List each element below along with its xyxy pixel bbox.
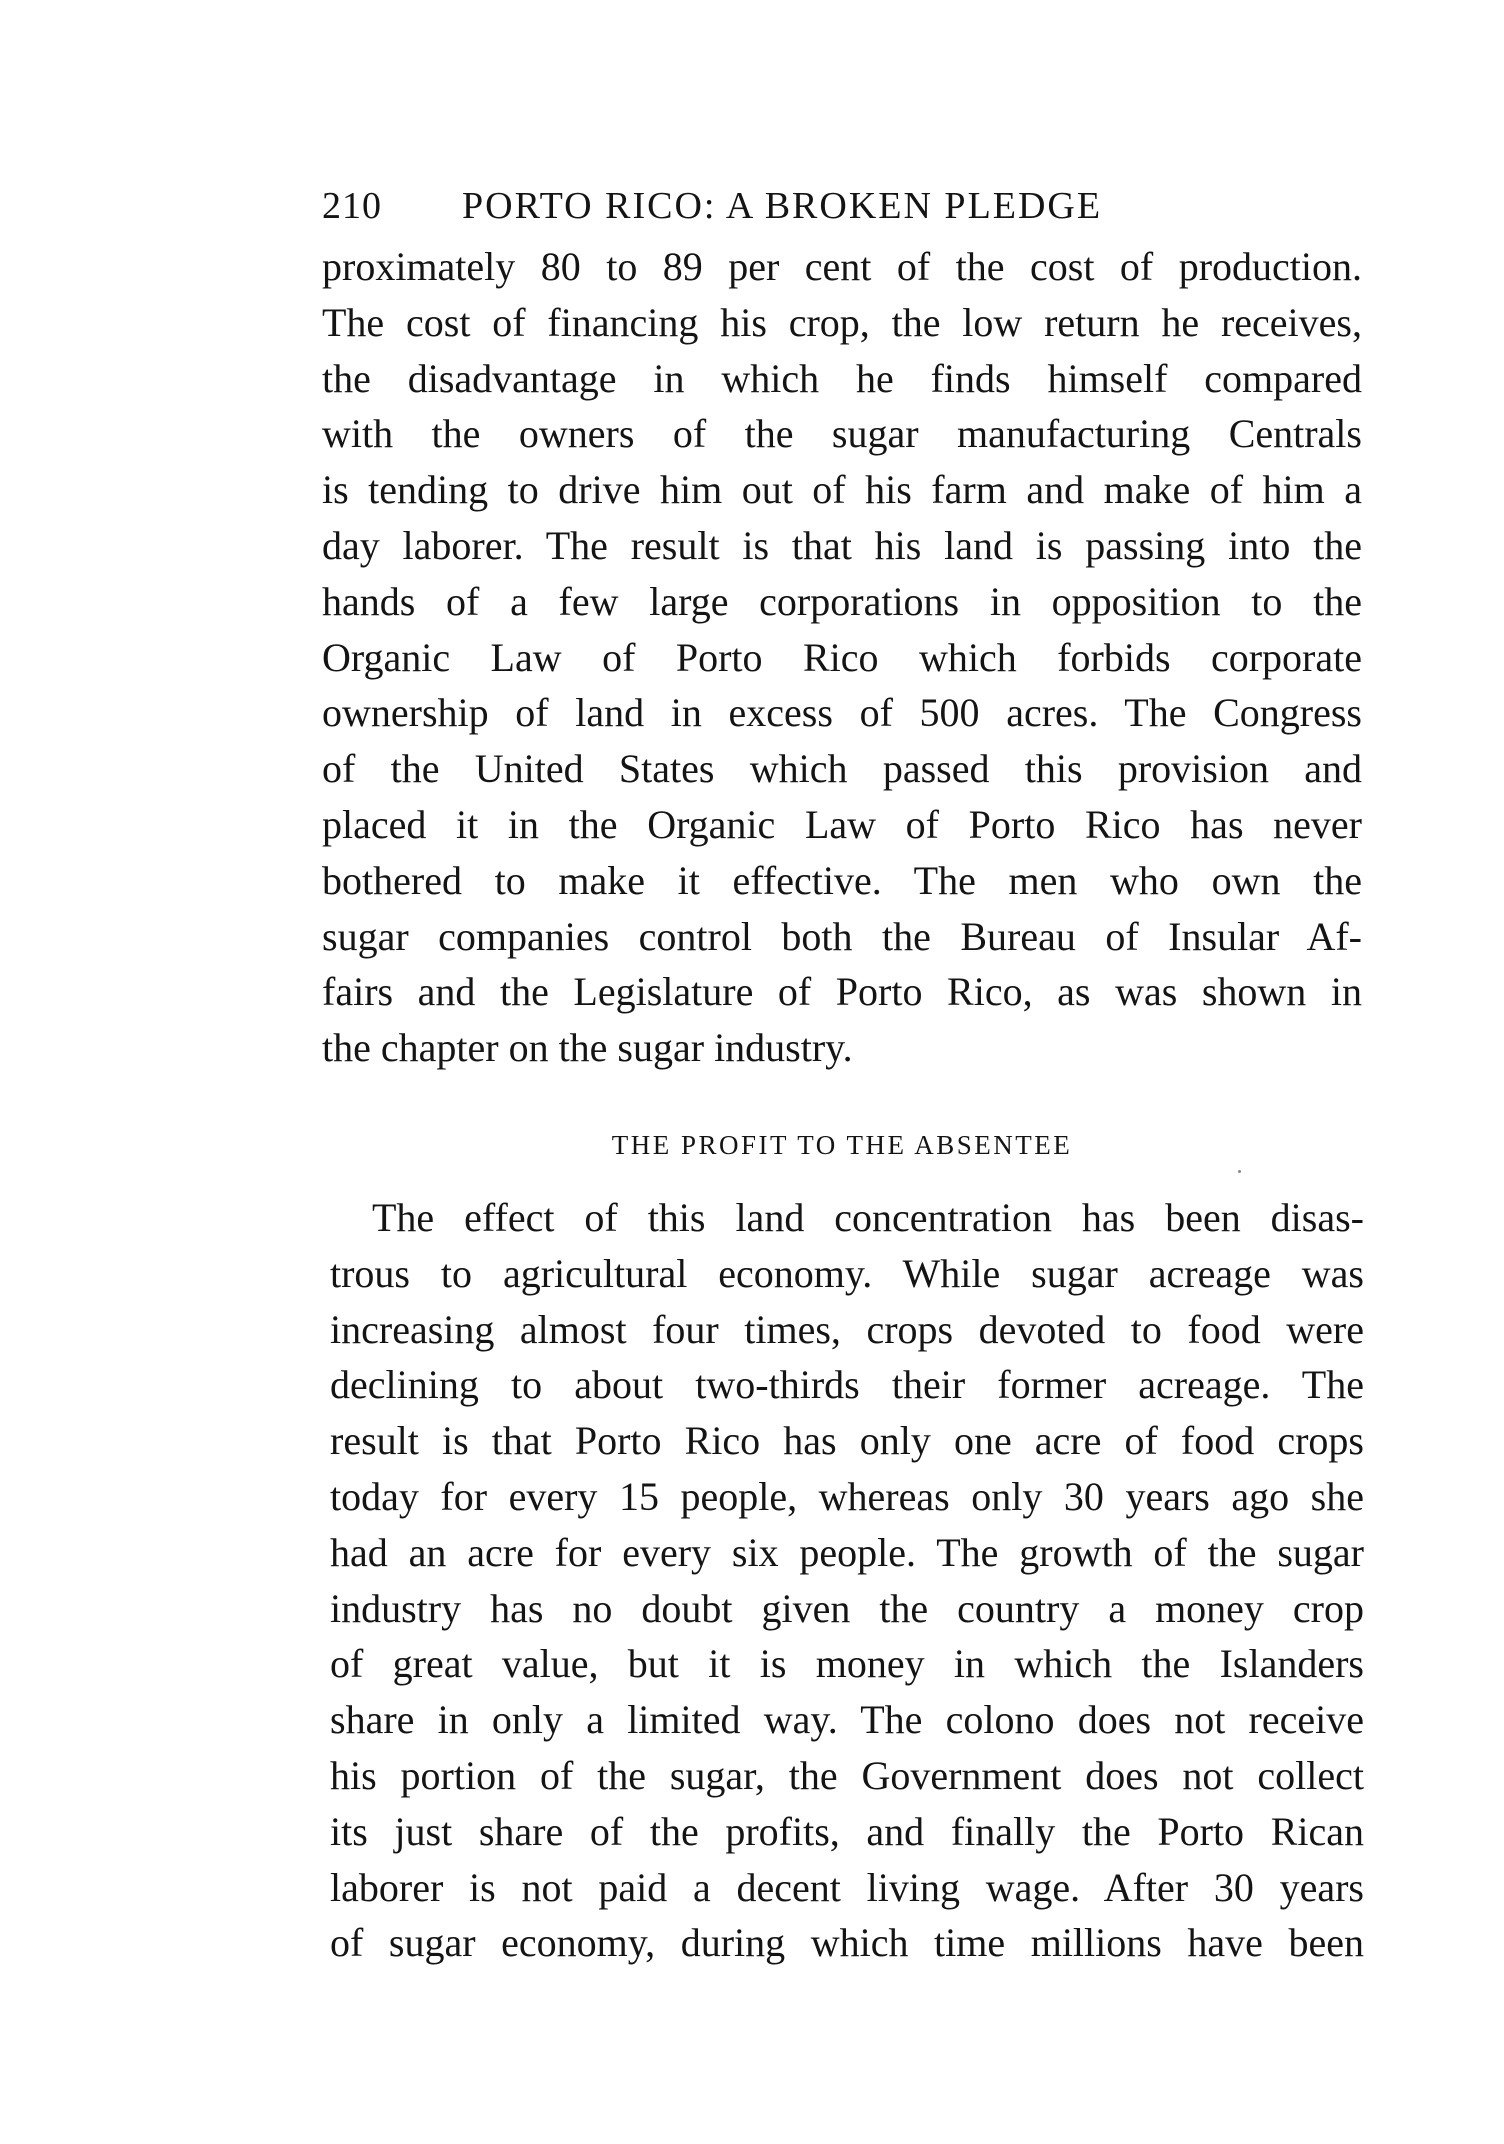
text-line: its just share of the profits, and finally the Porto Rican <box>330 1808 1364 1854</box>
page-number: 210 <box>322 185 382 227</box>
print-speck <box>1238 1170 1241 1173</box>
text-line: laborer is not paid a decent living wage. After 30 years <box>330 1864 1364 1910</box>
text-line: Organic Law of Porto Rico which forbids corporate <box>322 634 1362 680</box>
text-line: with the owners of the sugar manufacturing Centrals <box>322 411 1362 457</box>
text-line: had an acre for every six people. The growth of the sugar <box>330 1529 1364 1575</box>
text-line: increasing almost four times, crops devoted to food were <box>330 1306 1364 1352</box>
text-line: share in only a limited way. The colono does not receive <box>330 1697 1364 1743</box>
text-line: of great value, but it is money in which the Islanders <box>330 1641 1364 1687</box>
text-line: industry has no doubt given the country a money crop <box>330 1585 1364 1631</box>
text-line: the disadvantage in which he finds himself compared <box>322 355 1362 401</box>
text-line: of the United States which passed this provision and <box>322 746 1362 792</box>
section-heading: THE PROFIT TO THE ABSENTEE <box>611 1130 1073 1160</box>
text-line: today for every 15 people, whereas only 30 years ago she <box>330 1473 1364 1519</box>
running-title: PORTO RICO: A BROKEN PLEDGE <box>462 185 1103 227</box>
text-line: placed it in the Organic Law of Porto Rico has never <box>322 801 1362 847</box>
text-line: sugar companies control both the Bureau of Insular Af- <box>322 913 1362 959</box>
text-line: day laborer. The result is that his land is passing into the <box>322 522 1362 568</box>
text-line: result is that Porto Rico has only one acre of food crops <box>330 1418 1364 1464</box>
text-line: The cost of financing his crop, the low return he receives, <box>322 299 1362 345</box>
text-line: trous to agricultural economy. While sugar acreage was <box>330 1250 1364 1296</box>
paragraph <box>330 1190 1364 1971</box>
text-line: is tending to drive him out of his farm and make of him a <box>322 467 1362 513</box>
text-line: declining to about two-thirds their former acreage. The <box>330 1362 1364 1408</box>
text-line: The effect of this land concentration has been disas- <box>372 1195 1364 1240</box>
running-head <box>322 174 1362 238</box>
text-line: proximately 80 to 89 per cent of the cost of production. <box>322 244 1362 289</box>
paragraph-continued <box>322 239 1362 1076</box>
text-line: fairs and the Legislature of Porto Rico, as was shown in <box>322 969 1362 1015</box>
text-line: of sugar economy, during which time millions have been <box>330 1920 1364 1966</box>
text-line: ownership of land in excess of 500 acres. The Congress <box>322 690 1362 736</box>
text-line: his portion of the sugar, the Government does not collect <box>330 1752 1364 1798</box>
text-line: bothered to make it effective. The men who own the <box>322 857 1362 903</box>
text-line: hands of a few large corporations in opposition to the <box>322 578 1362 624</box>
text-line: the chapter on the sugar industry. <box>322 1025 853 1071</box>
